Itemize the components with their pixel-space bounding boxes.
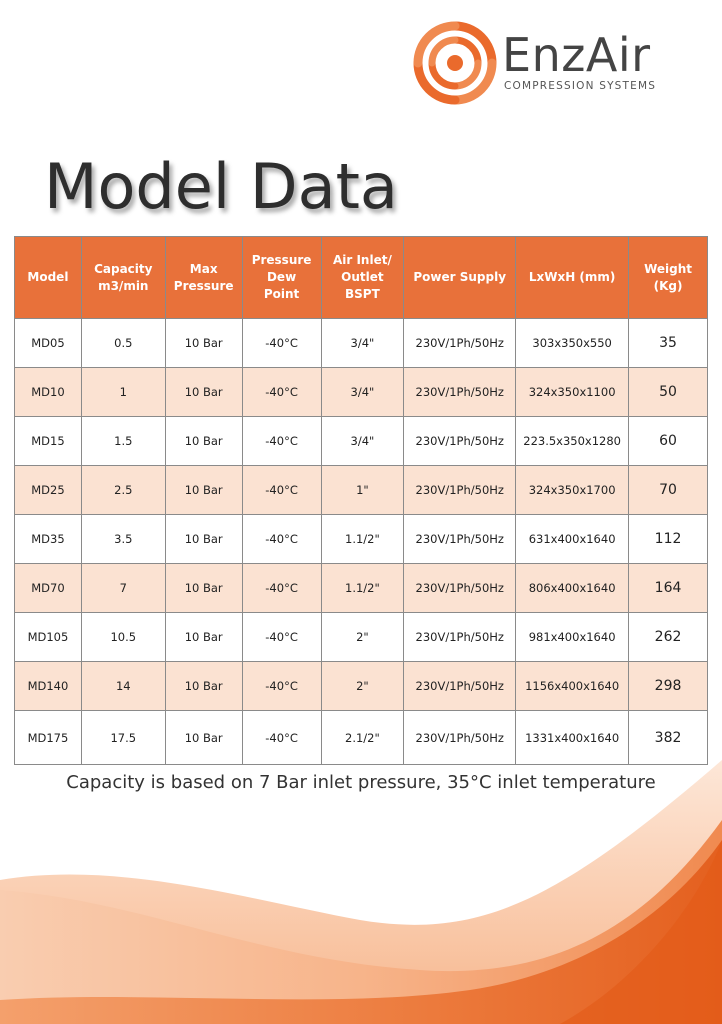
- air-inlet-cell: 3/4": [321, 319, 404, 368]
- table-row: [15, 711, 708, 765]
- weight-cell: 164: [629, 564, 708, 613]
- table-body: [15, 319, 708, 765]
- column-header-line: Capacity: [94, 261, 153, 276]
- column-header: [629, 237, 708, 319]
- table-header-row: [15, 237, 708, 319]
- dew-point-cell: -40°C: [242, 515, 321, 564]
- max-pressure-cell: 10 Bar: [165, 662, 242, 711]
- capacity-cell: 10.5: [81, 613, 165, 662]
- model-cell: MD25: [15, 466, 82, 515]
- air-inlet-cell: 1.1/2": [321, 564, 404, 613]
- swirl-logo-icon: [410, 18, 500, 108]
- dimensions-cell: 631x400x1640: [516, 515, 629, 564]
- weight-cell: 382: [629, 711, 708, 765]
- dimensions-cell: 806x400x1640: [516, 564, 629, 613]
- max-pressure-cell: 10 Bar: [165, 711, 242, 765]
- column-header-line: Model: [27, 270, 69, 284]
- capacity-cell: 2.5: [81, 466, 165, 515]
- column-header-line: Air Inlet/: [332, 253, 392, 267]
- capacity-cell: 0.5: [81, 319, 165, 368]
- dimensions-cell: 324x350x1100: [516, 368, 629, 417]
- model-cell: MD35: [15, 515, 82, 564]
- model-cell: MD175: [15, 711, 82, 765]
- capacity-cell: 14: [81, 662, 165, 711]
- power-supply-cell: 230V/1Ph/50Hz: [404, 368, 516, 417]
- table-row: [15, 368, 708, 417]
- brand-logo: [410, 18, 700, 108]
- power-supply-cell: 230V/1Ph/50Hz: [404, 711, 516, 765]
- dimensions-cell: 303x350x550: [516, 319, 629, 368]
- weight-cell: 70: [629, 466, 708, 515]
- column-header: [81, 237, 165, 319]
- power-supply-cell: 230V/1Ph/50Hz: [404, 662, 516, 711]
- power-supply-cell: 230V/1Ph/50Hz: [404, 466, 516, 515]
- air-inlet-cell: 1": [321, 466, 404, 515]
- column-header: [165, 237, 242, 319]
- model-cell: MD70: [15, 564, 82, 613]
- table-row: [15, 662, 708, 711]
- weight-cell: 50: [629, 368, 708, 417]
- capacity-cell: 3.5: [81, 515, 165, 564]
- weight-cell: 262: [629, 613, 708, 662]
- max-pressure-cell: 10 Bar: [165, 368, 242, 417]
- dimensions-cell: 324x350x1700: [516, 466, 629, 515]
- weight-cell: 60: [629, 417, 708, 466]
- max-pressure-cell: 10 Bar: [165, 613, 242, 662]
- power-supply-cell: 230V/1Ph/50Hz: [404, 417, 516, 466]
- column-header-line: BSPT: [345, 287, 380, 301]
- table-row: [15, 515, 708, 564]
- table-row: [15, 417, 708, 466]
- column-header-line: Power Supply: [413, 270, 507, 284]
- capacity-cell: 17.5: [81, 711, 165, 765]
- max-pressure-cell: 10 Bar: [165, 417, 242, 466]
- dew-point-cell: -40°C: [242, 564, 321, 613]
- column-header-line: Dew: [266, 270, 297, 284]
- air-inlet-cell: 2": [321, 613, 404, 662]
- table-row: [15, 466, 708, 515]
- dimensions-cell: 981x400x1640: [516, 613, 629, 662]
- column-header-line: m3/min: [98, 278, 149, 293]
- column-header-line: LxWxH (mm): [528, 270, 616, 284]
- power-supply-cell: 230V/1Ph/50Hz: [404, 515, 516, 564]
- dew-point-cell: -40°C: [242, 417, 321, 466]
- max-pressure-cell: 10 Bar: [165, 466, 242, 515]
- air-inlet-cell: 2.1/2": [321, 711, 404, 765]
- table-row: [15, 564, 708, 613]
- table-row: [15, 319, 708, 368]
- max-pressure-cell: 10 Bar: [165, 564, 242, 613]
- power-supply-cell: 230V/1Ph/50Hz: [404, 319, 516, 368]
- column-header: [15, 237, 82, 319]
- dew-point-cell: -40°C: [242, 613, 321, 662]
- dimensions-cell: 1156x400x1640: [516, 662, 629, 711]
- column-header-line: Max: [189, 261, 218, 276]
- column-header: [242, 237, 321, 319]
- model-cell: MD105: [15, 613, 82, 662]
- column-header: [404, 237, 516, 319]
- max-pressure-cell: 10 Bar: [165, 319, 242, 368]
- model-cell: MD05: [15, 319, 82, 368]
- capacity-footnote: Capacity is based on 7 Bar inlet pressure, 35°C inlet temperature: [66, 772, 656, 793]
- dew-point-cell: -40°C: [242, 711, 321, 765]
- dew-point-cell: -40°C: [242, 662, 321, 711]
- model-cell: MD10: [15, 368, 82, 417]
- weight-cell: 298: [629, 662, 708, 711]
- column-header-line: Outlet: [341, 270, 384, 284]
- page-title: Model Data: [44, 150, 398, 223]
- power-supply-cell: 230V/1Ph/50Hz: [404, 613, 516, 662]
- model-cell: MD15: [15, 417, 82, 466]
- column-header: [321, 237, 404, 319]
- max-pressure-cell: 10 Bar: [165, 515, 242, 564]
- column-header-line: Pressure: [173, 278, 234, 293]
- table-row: [15, 613, 708, 662]
- dimensions-cell: 223.5x350x1280: [516, 417, 629, 466]
- dew-point-cell: -40°C: [242, 319, 321, 368]
- capacity-cell: 7: [81, 564, 165, 613]
- weight-cell: 35: [629, 319, 708, 368]
- column-header: [516, 237, 629, 319]
- dew-point-cell: -40°C: [242, 368, 321, 417]
- model-data-table: [14, 236, 708, 765]
- dimensions-cell: 1331x400x1640: [516, 711, 629, 765]
- dew-point-cell: -40°C: [242, 466, 321, 515]
- air-inlet-cell: 2": [321, 662, 404, 711]
- column-header-line: Weight: [644, 261, 693, 276]
- brand-tagline: COMPRESSION SYSTEMS: [504, 80, 657, 92]
- weight-cell: 112: [629, 515, 708, 564]
- air-inlet-cell: 3/4": [321, 368, 404, 417]
- power-supply-cell: 230V/1Ph/50Hz: [404, 564, 516, 613]
- capacity-cell: 1: [81, 368, 165, 417]
- column-header-line: Point: [263, 287, 300, 301]
- column-header-line: Pressure: [251, 253, 312, 267]
- column-header-line: (Kg): [653, 278, 683, 293]
- capacity-cell: 1.5: [81, 417, 165, 466]
- air-inlet-cell: 1.1/2": [321, 515, 404, 564]
- brand-name: EnzAir: [502, 28, 651, 82]
- model-cell: MD140: [15, 662, 82, 711]
- air-inlet-cell: 3/4": [321, 417, 404, 466]
